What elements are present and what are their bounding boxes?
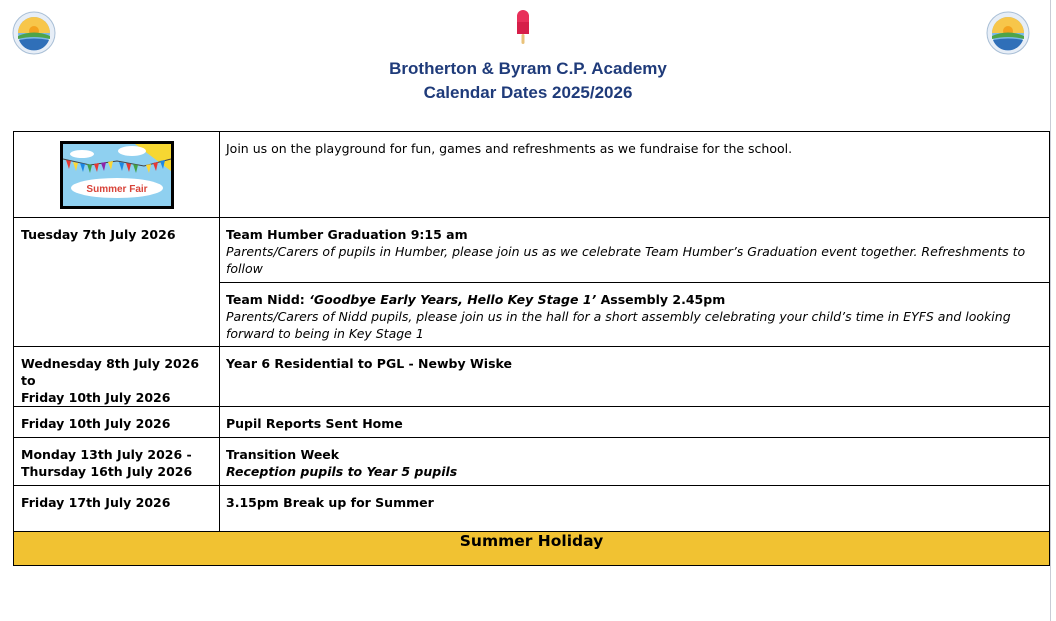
event-title: Pupil Reports Sent Home: [226, 416, 403, 431]
event-date: [14, 347, 220, 407]
event-details: [220, 283, 1050, 347]
event-date: [14, 438, 220, 486]
event-details: [220, 486, 1050, 532]
event-description: Parents/Carers of Nidd pupils, please join us in the hall for a short assembly celebrating your child’s time in EYFS and looking forward to being in Key Stage 1: [226, 309, 1011, 341]
event-date: Friday 10th July 2026: [14, 407, 220, 438]
event-date-line2: Thursday 16th July 2026: [21, 464, 193, 479]
event-title-suffix: Assembly 2.45pm: [596, 292, 726, 307]
event-title-prefix: Team Nidd:: [226, 292, 310, 307]
school-logo-left: [12, 11, 56, 55]
event-details: [220, 438, 1050, 486]
calendar-title: Calendar Dates 2025/2026: [423, 83, 633, 102]
event-title: Team Humber Graduation 9:15 am: [226, 227, 468, 242]
event-subtitle: Reception pupils to Year 5 pupils: [226, 464, 458, 479]
event-date: Friday 17th July 2026: [14, 486, 220, 532]
school-logo-right: [986, 11, 1030, 55]
table-row: [14, 218, 1050, 283]
summer-holiday-banner: Summer Holiday: [14, 532, 1050, 566]
summer-fair-image: [60, 141, 174, 209]
event-description: Parents/Carers of pupils in Humber, please join us as we celebrate Team Humber’s Graduation event together. Refreshments to follow: [226, 244, 1026, 276]
event-title: 3.15pm Break up for Summer: [226, 495, 434, 510]
event-title: Year 6 Residential to PGL - Newby Wiske: [226, 356, 512, 371]
intro-text: Join us on the playground for fun, games and refreshments as we fundraise for the school.: [220, 132, 1050, 218]
table-row: [14, 407, 1050, 438]
event-details: [220, 407, 1050, 438]
table-row: [14, 438, 1050, 486]
table-row: [14, 132, 1050, 218]
summer-fair-image-cell: [14, 132, 220, 218]
ice-lolly-icon: [514, 8, 532, 46]
school-name: Brotherton & Byram C.P. Academy: [389, 59, 667, 78]
event-date-line2: Friday 10th July 2026: [21, 390, 171, 405]
event-title-italic: ‘Goodbye Early Years, Hello Key Stage 1’: [309, 292, 597, 307]
summer-fair-image-label: Summer Fair: [85, 184, 148, 195]
event-date-line1: Monday 13th July 2026 -: [21, 447, 192, 462]
table-row: [14, 532, 1050, 566]
calendar-table: [13, 131, 1050, 566]
table-row: [14, 486, 1050, 532]
event-title: [226, 291, 1043, 308]
event-date-line1: Wednesday 8th July 2026 to: [21, 356, 200, 388]
table-row: [14, 347, 1050, 407]
event-date: Tuesday 7th July 2026: [14, 218, 220, 347]
event-title: Transition Week: [226, 447, 340, 462]
event-details: [220, 347, 1050, 407]
event-details: [220, 218, 1050, 283]
